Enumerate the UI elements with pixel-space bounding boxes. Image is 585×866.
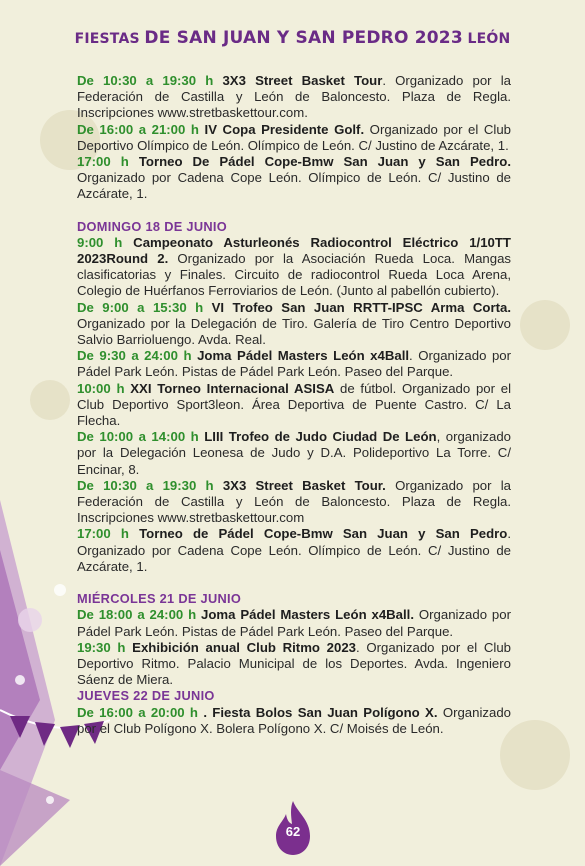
entry-details: Organizado por la Asociación Rueda Loca. Mangas clasificatorias y Finales. Circuito de radiocontrol Rueda Loca Arena, Colegio de Huérfanos Ferroviarios de León. (Junto al pabellón cubierto). (77, 251, 511, 299)
entry-time: De 16:00 a 20:00 h (77, 704, 198, 720)
entry-event: Exhibición anual Club Ritmo 2023 (132, 639, 356, 655)
entry-event: LIII Trofeo de Judo Ciudad De León (204, 429, 437, 445)
day-heading: JUEVES 22 DE JUNIO (77, 688, 215, 704)
schedule-entry (77, 73, 511, 122)
entry-time: De 10:00 a 14:00 h (77, 429, 199, 445)
entry-details: de fútbol. Organizado por el Club Deportivo Sport3leon. Área Deportiva de Puente Castro. C/ La Flecha. (77, 380, 512, 429)
schedule-entry (77, 154, 511, 203)
entry-event: Campeonato Asturleonés Radiocontrol Eléctrico 1/10TT 2023Round 2. (77, 234, 511, 267)
entry-details: Organizado por el Club Deportivo Olímpico de León. Olímpico de León. C/ Justino de Azcárate, 1. (77, 121, 511, 153)
section-gap (77, 203, 511, 219)
entry-details: . Organizado por la Federación de Castilla y León de Baloncesto. Plaza de Regla. Inscripciones www.stretbaskettour.com. (77, 73, 511, 121)
day-heading: DOMINGO 18 DE JUNIO (77, 218, 228, 234)
entry-event: XXI Torneo Internacional ASISA (130, 380, 335, 396)
entry-event: Joma Pádel Masters León x4Ball. (201, 607, 415, 623)
schedule-entry (77, 348, 511, 380)
entry-event: Torneo de Pádel Cope-Bmw San Juan y San Pedro (139, 526, 508, 542)
entry-details: Organizado por la Delegación de Tiro. Galería de Tiro Centro Deportivo Salvio Barrioluengo. Avda. Real. (77, 315, 511, 348)
page-header (0, 28, 585, 48)
entry-time: De 9:00 a 15:30 h (77, 299, 204, 315)
entry-details: Organizado por Pádel Park León. Pistas de Pádel Park León. Paseo del Parque. (77, 607, 511, 639)
schedule-entry (77, 381, 511, 430)
schedule-entry (77, 429, 511, 478)
header-title: DE SAN JUAN Y SAN PEDRO 2023 (144, 28, 463, 48)
entry-details: Organizado por la Federación de Castilla y León de Baloncesto. Plaza de Regla. Inscripciones www.stretbaskettour.com (77, 477, 512, 526)
entry-details: . Organizado por el Club Deportivo Ritmo. Palacio Municipal de los Deportes. Avda. Ingeniero Sáenz de Miera. (77, 639, 512, 688)
entry-time: De 16:00 a 21:00 h (77, 121, 199, 137)
schedule-entry (77, 478, 511, 527)
entry-details: Organizado por el Club Polígono X. Bolera Polígono X. C/ Moisés de León. (77, 704, 511, 736)
schedule-entry (77, 705, 511, 737)
page-number: 62 (285, 824, 301, 839)
entry-time: 17:00 h (77, 526, 129, 542)
entry-event: 3X3 Street Basket Tour (222, 73, 383, 88)
bg-speckle (520, 300, 570, 350)
entry-details: . Organizado por Cadena Cope León. Olímpico de León. C/ Justino de Azcárate, 1. (77, 526, 511, 574)
schedule-entry (77, 607, 511, 639)
entry-time: De 10:30 a 19:30 h (77, 477, 214, 493)
entry-time: De 10:30 a 19:30 h (77, 73, 214, 88)
entry-event: Joma Pádel Masters León x4Ball (197, 348, 410, 364)
entry-details: , organizado por la Delegación Leonesa de Judo y D.A. Polideportivo La Torre. C/ Encinar, 8. (77, 429, 511, 477)
schedule-content (77, 73, 511, 737)
entry-time: 17:00 h (77, 154, 129, 170)
header-prefix: FIESTAS (74, 31, 140, 47)
schedule-entry (77, 122, 511, 154)
entry-time: 9:00 h (77, 234, 123, 250)
schedule-entry (77, 526, 511, 575)
entry-time: 10:00 h (77, 380, 125, 396)
entry-event: . Fiesta Bolos San Juan Polígono X. (203, 704, 438, 720)
schedule-entry (77, 300, 511, 349)
entry-time: De 9:30 a 24:00 h (77, 348, 192, 364)
bg-speckle (30, 380, 70, 420)
entry-details: . Organizado por Pádel Park León. Pistas de Pádel Park León. Paseo del Parque. (77, 348, 512, 380)
entry-event: Torneo De Pádel Cope-Bmw San Juan y San Pedro. (138, 154, 512, 170)
entry-event: VI Trofeo San Juan RRTT-IPSC Arma Corta. (211, 299, 511, 315)
entry-time: 19:30 h (77, 639, 126, 655)
schedule-entry (77, 235, 511, 300)
entry-event: 3X3 Street Basket Tour. (222, 477, 386, 493)
section-gap (77, 575, 511, 591)
entry-time: De 18:00 a 24:00 h (77, 607, 197, 623)
entry-details: Organizado por Cadena Cope León. Olímpico de León. C/ Justino de Azcárate, 1. (77, 170, 511, 202)
day-heading: MIÉRCOLES 21 DE JUNIO (77, 591, 242, 607)
entry-event: IV Copa Presidente Golf. (204, 121, 365, 137)
header-suffix: LEÓN (467, 31, 511, 47)
schedule-entry (77, 640, 511, 689)
